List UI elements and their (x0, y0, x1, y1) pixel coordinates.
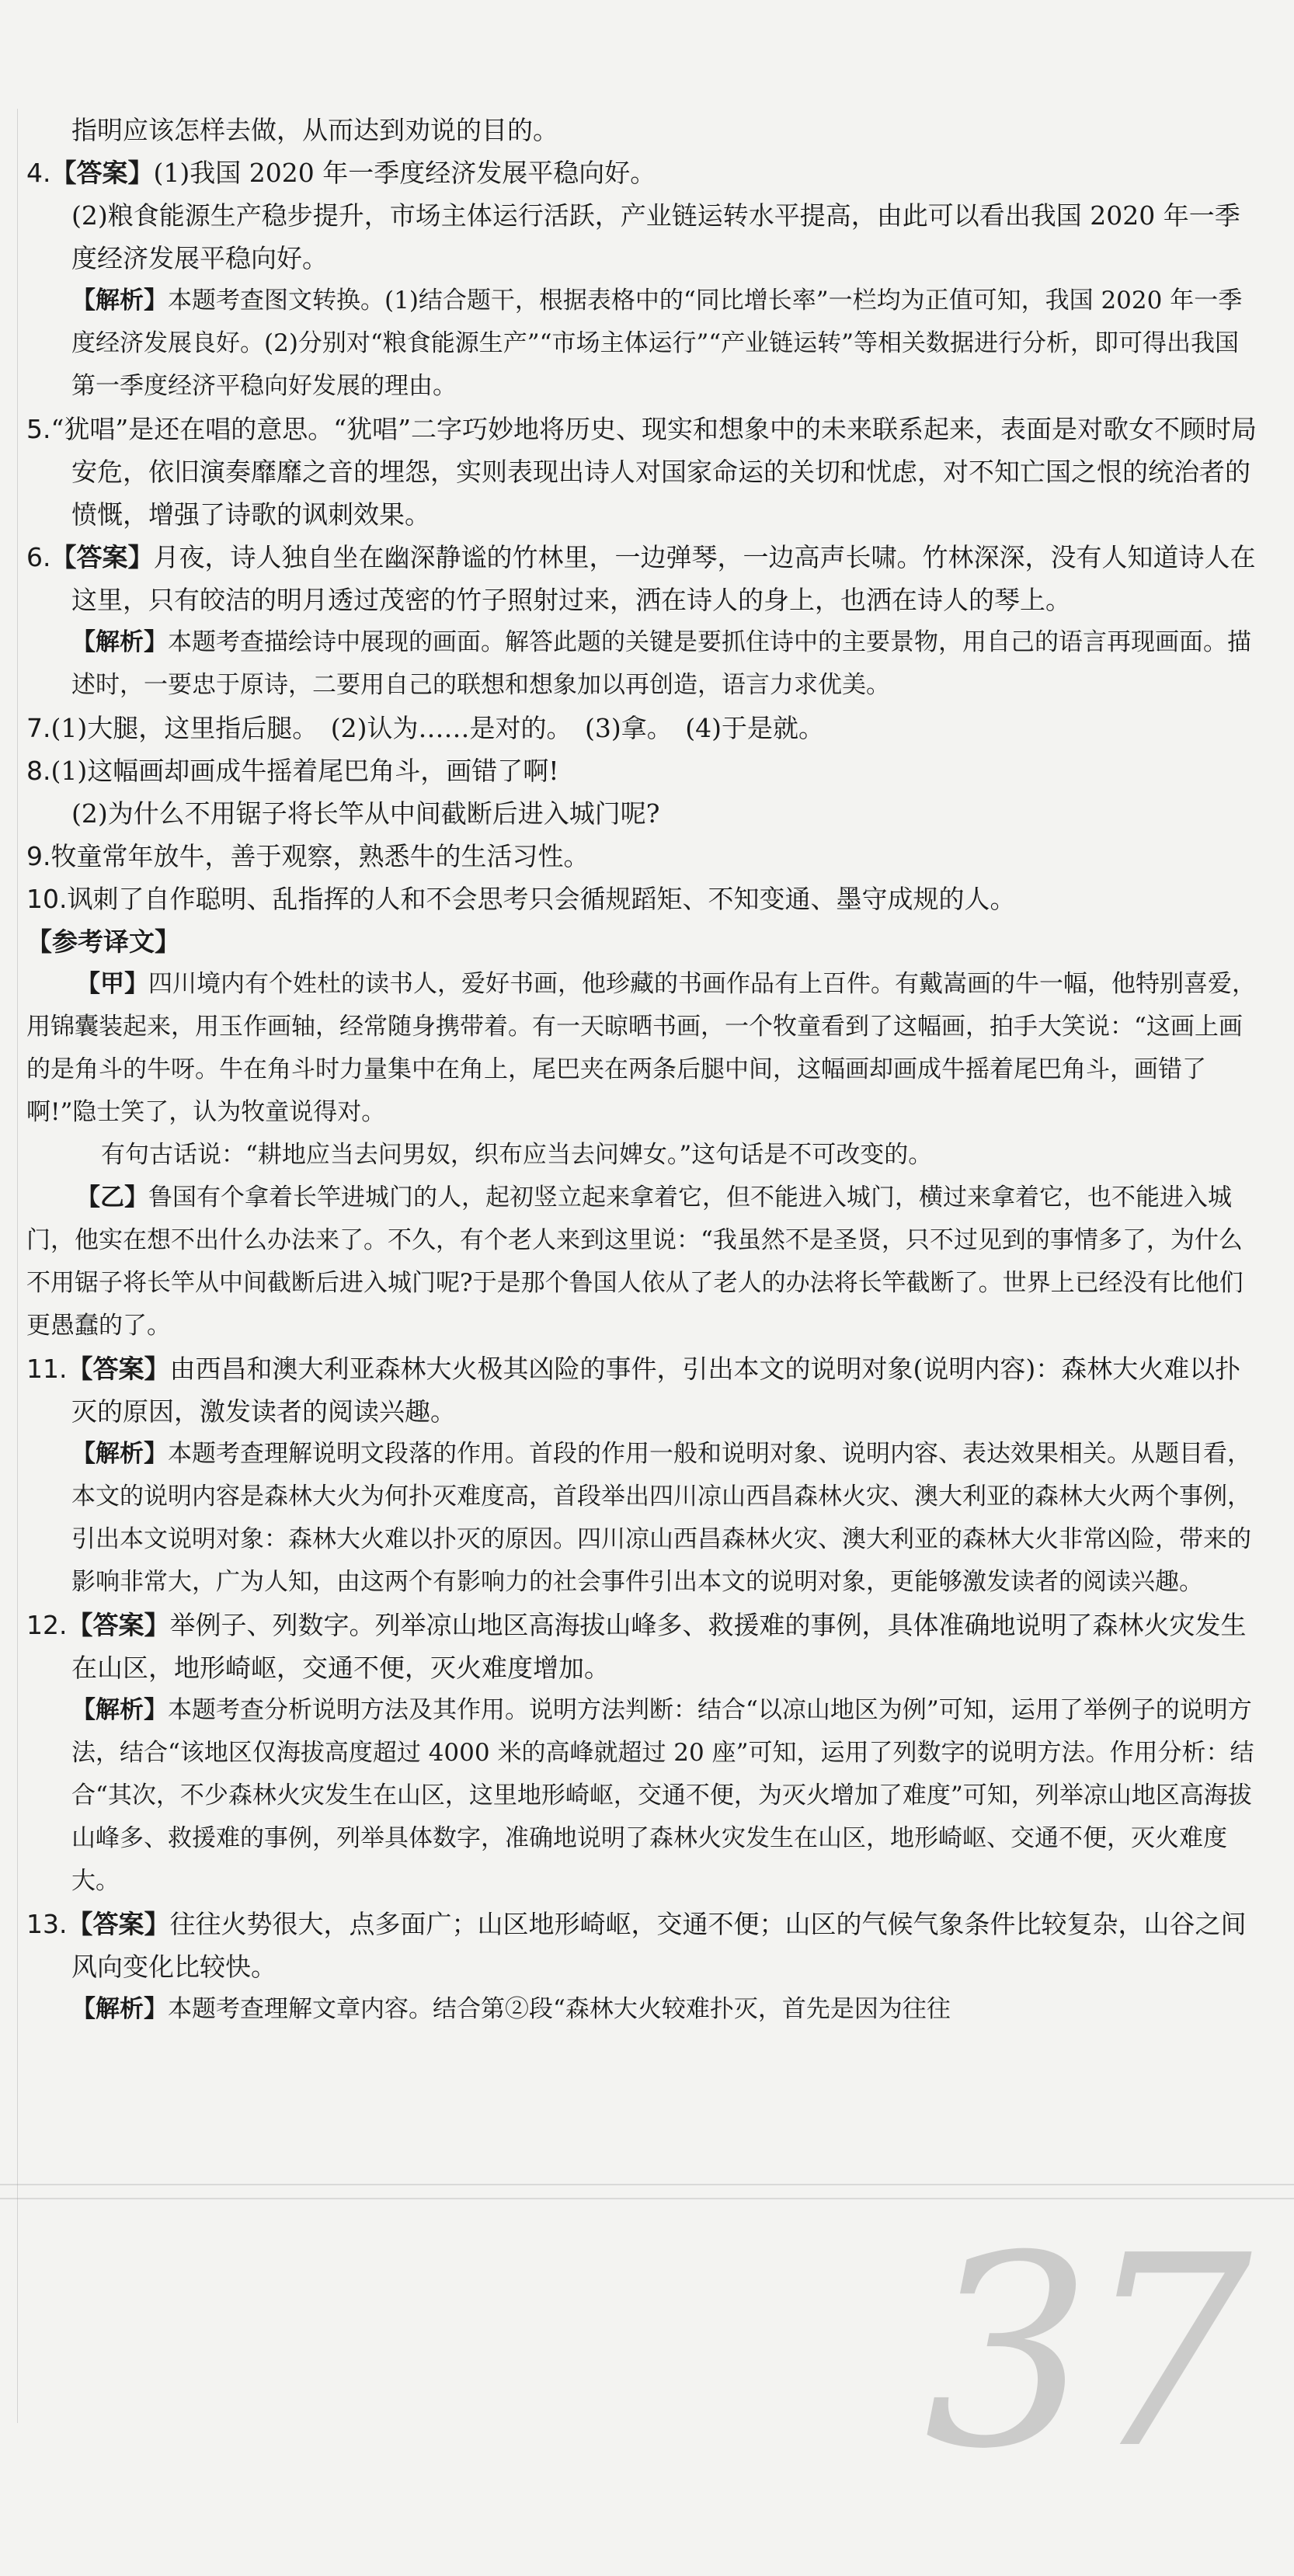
answer-6: 6.【答案】月夜，诗人独自坐在幽深静谧的竹林里，一边弹琴，一边高声长啸。竹林深深，没有人知道诗人在这里，只有皎洁的明月透过茂密的竹子照射过来，洒在诗人的身上，也洒在诗人的琴上。 (26, 542, 1256, 615)
reference-translation-title: 【参考译文】 (26, 926, 180, 957)
answer-10: 10.讽刺了自作聪明、乱指挥的人和不会思考只会循规蹈矩、不知变通、墨守成规的人。 (26, 884, 1016, 914)
scan-line (0, 2184, 1294, 2185)
analysis-4: 【解析】本题考查图文转换。(1)结合题干，根据表格中的“同比增长率”一栏均为正值可知，我国 2020 年一季度经济发展良好。(2)分别对“粮食能源生产”“市场主体运行”“产业链运转”等相关数据进行分析，即可得出我国第一季度经济平稳向好发展的理由。 (71, 287, 1243, 400)
answer-3-tail: 指明应该怎样去做，从而达到劝说的目的。 (71, 115, 558, 145)
answer-8-part2: (2)为什么不用锯子将长竿从中间截断后进入城门呢? (71, 798, 660, 829)
page-number: 37 (924, 2199, 1244, 2507)
translation-proverb: 有句古话说：“耕地应当去问男奴，织布应当去问婢女。”这句话是不可改变的。 (101, 1141, 933, 1169)
analysis-11: 【解析】本题考查理解说明文段落的作用。首段的作用一般和说明对象、说明内容、表达效果相关。从题目看，本文的说明内容是森林大火为何扑灭难度高，首段举出四川凉山西昌森林火灾、澳大利亚的森林大火两个事例，引出本文说明对象：森林大火难以扑灭的原因。四川凉山西昌森林火灾、澳大利亚的森林大火非常凶险，带来的影响非常大，广为人知，由这两个有影响力的社会事件引出本文的说明对象，更能够激发读者的阅读兴趣。 (71, 1440, 1251, 1596)
translation-yi: 【乙】鲁国有个拿着长竿进城门的人，起初竖立起来拿着它，但不能进入城门，横过来拿着它，也不能进入城门，他实在想不出什么办法来了。不久，有个老人来到这里说：“我虽然不是圣贤，只不过见到的事情多了，为什么不用锯子将长竿从中间截断后进入城门呢?于是那个鲁国人依从了老人的办法将长竿截断了。世界上已经没有比他们更愚蠢的了。 (26, 1184, 1244, 1340)
answer-5: 5.“犹唱”是还在唱的意思。“犹唱”二字巧妙地将历史、现实和想象中的未来联系起来，表面是对歌女不顾时局安危，依旧演奏靡靡之音的埋怨，实则表现出诗人对国家命运的关切和忧虑，对不知亡国之恨的统治者的愤慨，增强了诗歌的讽刺效果。 (26, 414, 1257, 530)
answer-12: 12.【答案】举例子、列数字。列举凉山地区高海拔山峰多、救援难的事例，具体准确地说明了森林火灾发生在山区，地形崎岖，交通不便，灭火难度增加。 (26, 1610, 1247, 1683)
answer-content (26, 109, 1257, 2031)
answer-11: 11.【答案】由西昌和澳大利亚森林大火极其凶险的事件，引出本文的说明对象(说明内容)：森林大火难以扑灭的原因，激发读者的阅读兴趣。 (26, 1354, 1241, 1427)
margin-rule (17, 109, 18, 2423)
answer-7: 7.(1)大腿，这里指后腿。 (2)认为……是对的。 (3)拿。 (4)于是就。 (26, 713, 824, 743)
translation-jia: 【甲】四川境内有个姓杜的读书人，爱好书画，他珍藏的书画作品有上百件。有戴嵩画的牛一幅，他特别喜爱，用锦囊装起来，用玉作画轴，经常随身携带着。有一天晾晒书画，一个牧童看到了这幅画，拍手大笑说：“这画上画的是角斗的牛呀。牛在角斗时力量集中在角上，尾巴夹在两条后腿中间，这幅画却画成牛摇着尾巴角斗，画错了啊!”隐士笑了，认为牧童说得对。 (26, 970, 1256, 1126)
answer-9: 9.牧童常年放牛，善于观察，熟悉牛的生活习性。 (26, 841, 590, 871)
analysis-12: 【解析】本题考查分析说明方法及其作用。说明方法判断：结合“以凉山地区为例”可知，运用了举例子的说明方法，结合“该地区仅海拔高度超过 4000 米的高峰就超过 20 座”可知，运用了列数字的说明方法。作用分析：结合“其次，不少森林火灾发生在山区，这里地形崎岖，交通不便，为灭火增加了难度”可知，列举凉山地区高海拔山峰多、救援难的事例，列举具体数字，准确地说明了森林火灾发生在山区，地形崎岖、交通不便，灭火难度大。 (71, 1696, 1254, 1895)
analysis-6: 【解析】本题考查描绘诗中展现的画面。解答此题的关键是要抓住诗中的主要景物，用自己的语言再现画面。描述时，一要忠于原诗，二要用自己的联想和想象加以再创造，语言力求优美。 (71, 628, 1251, 699)
analysis-13: 【解析】本题考查理解文章内容。结合第②段“森林大火较难扑灭，首先是因为往往 (71, 1995, 951, 2023)
answer-4: 4.【答案】(1)我国 2020 年一季度经济发展平稳向好。 (26, 158, 656, 188)
answer-4-part2: (2)粮食能源生产稳步提升，市场主体运行活跃，产业链运转水平提高，由此可以看出我国 2020 年一季度经济发展平稳向好。 (71, 200, 1240, 273)
answer-13: 13.【答案】往往火势很大，点多面广；山区地形崎岖，交通不便；山区的气候气象条件比较复杂，山谷之间风向变化比较快。 (26, 1909, 1247, 1982)
answer-8: 8.(1)这幅画却画成牛摇着尾巴角斗，画错了啊! (26, 756, 559, 786)
